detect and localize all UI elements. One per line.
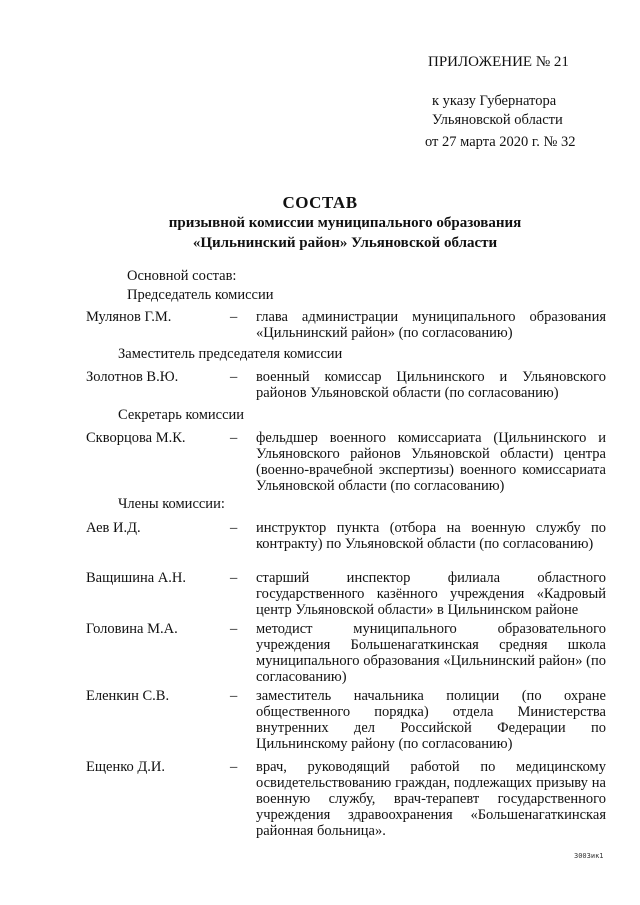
dash-separator: – (230, 621, 238, 637)
member-position: военный комиссар Цильнинского и Ульяновского районов Ульяновской области (по согласованию) (256, 369, 606, 401)
member-name: Скворцова М.К. (86, 430, 186, 446)
member-position: фельдшер военного комиссариата (Цильнинского и Ульяновского районов Ульяновской области) центра (военно-врачебной экспертизы) военного комиссариата Ульяновской области (по согласованию) (256, 430, 606, 494)
member-name: Золотнов В.Ю. (86, 369, 179, 385)
section-members: Члены комиссии: (118, 496, 225, 512)
decree-line-1: к указу Губернатора (432, 93, 557, 109)
decree-reference (432, 92, 563, 130)
member-name: Ващишина А.Н. (86, 570, 186, 586)
section-secretary: Секретарь комиссии (118, 407, 245, 423)
dash-separator: – (230, 520, 238, 536)
member-name: Еленкин С.В. (86, 688, 170, 704)
appendix-number: ПРИЛОЖЕНИЕ № 21 (428, 54, 569, 70)
document-title: СОСТАВ (282, 193, 358, 212)
section-chair: Председатель комиссии (127, 287, 274, 303)
dash-separator: – (230, 369, 238, 385)
member-name: Аев И.Д. (86, 520, 141, 536)
dash-separator: – (230, 688, 238, 704)
member-position: глава администрации муниципального образования «Цильнинский район» (по согласованию) (256, 309, 606, 341)
decree-line-2: Ульяновской области (432, 112, 563, 128)
member-name: Ещенко Д.И. (86, 759, 166, 775)
member-position: заместитель начальника полиции (по охране общественного порядка) отдела Министерства внутренних дел Российской Федерации по Цильнинскому району (по согласованию) (256, 688, 606, 752)
member-name: Мулянов Г.М. (86, 309, 172, 325)
dash-separator: – (230, 570, 238, 586)
dash-separator: – (230, 430, 238, 446)
member-name: Головина М.А. (86, 621, 178, 637)
subtitle-line-1: призывной комиссии муниципального образования (168, 215, 522, 231)
member-position: методист муниципального образовательного учреждения Большенагаткинская средняя школа муниципального образования «Цильнинский район» (по согласованию) (256, 621, 606, 685)
document-subtitle (0, 213, 640, 253)
dash-separator: – (230, 759, 238, 775)
member-position: врач, руководящий работой по медицинскому освидетельствованию граждан, подлежащих призыву на военную службу, врач-терапевт государственного учреждения здравоохранения «Большенагаткинская районная больница». (256, 759, 606, 839)
section-deputy: Заместитель председателя комиссии (118, 346, 343, 362)
dash-separator: – (230, 309, 238, 325)
member-position: инструктор пункта (отбора на военную службу по контракту) по Ульяновской области (по согласованию) (256, 520, 606, 552)
section-main: Основной состав: (127, 268, 237, 284)
member-position: старший инспектор филиала областного государственного казённого учреждения «Кадровый центр Ульяновской области» в Цильнинском районе (256, 570, 606, 618)
document-code: 3003ик1 (574, 852, 604, 860)
decree-date: от 27 марта 2020 г. № 32 (425, 134, 576, 150)
subtitle-line-2: «Цильнинский район» Ульяновской области (192, 235, 498, 251)
